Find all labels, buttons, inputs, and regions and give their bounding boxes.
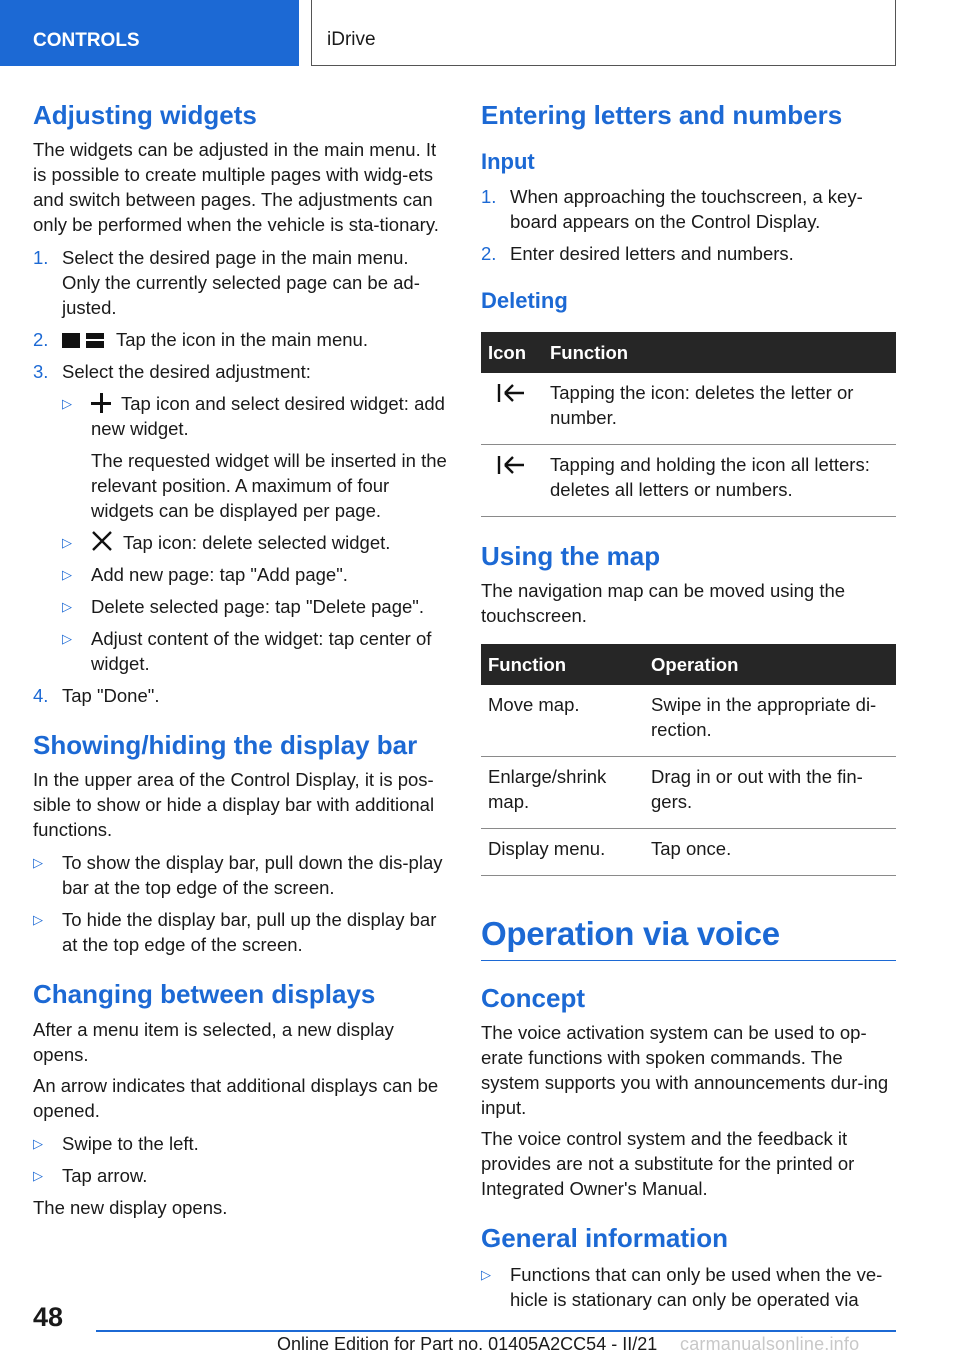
bullet-text: Functions that can only be used when the ve‐hicle is stationary can only be operated via	[510, 1264, 883, 1311]
bullet-text: To show the display bar, pull down the dis‐play bar at the top edge of the screen.	[62, 852, 443, 899]
heading-general-info: General information	[481, 1222, 729, 1253]
list-item	[481, 241, 896, 266]
delete-back-icon	[496, 454, 526, 476]
display-bar-bullets	[33, 850, 448, 957]
step-text: When approaching the touchscreen, a key‐board appears on the Control Display.	[510, 185, 863, 232]
step-number: 2.	[481, 242, 497, 264]
list-item	[62, 626, 448, 676]
bullet-triangle-icon: ▷	[33, 912, 43, 928]
page-header	[0, 0, 960, 66]
list-item	[33, 1163, 448, 1188]
bullet-triangle-icon: ▷	[62, 396, 72, 412]
step-text: Select the desired adjustment:	[62, 361, 311, 383]
heading-using-map: Using the map	[481, 540, 661, 571]
adjustment-options	[62, 391, 448, 676]
watermark-text: carmanualsonline.info	[680, 1334, 860, 1354]
bullet-text: To hide the display bar, pull up the display bar at the top edge of the screen.	[62, 909, 437, 956]
bullet-triangle-icon: ▷	[481, 1267, 491, 1283]
table-header-row	[481, 332, 896, 373]
table-row	[481, 757, 896, 829]
close-icon	[91, 530, 113, 552]
table-row	[481, 444, 896, 516]
bullet-triangle-icon: ▷	[33, 1135, 43, 1151]
input-steps	[481, 184, 896, 266]
table-cell	[481, 373, 543, 445]
option-note: The requested widget will be inserted in the relevant position. A maximum of four widgets can be displayed per page.	[91, 450, 447, 522]
table-cell: Tap once.	[644, 829, 896, 876]
heading-input: Input	[481, 149, 535, 175]
table-row	[481, 829, 896, 876]
list-item	[33, 245, 448, 320]
list-item	[62, 391, 448, 523]
table-row	[481, 373, 896, 445]
left-column	[33, 100, 448, 1220]
bullet-triangle-icon: ▷	[33, 855, 43, 871]
page-number: 48	[33, 1302, 64, 1332]
chapter-title: iDrive	[311, 0, 896, 66]
table-cell: Swipe in the appropriate di‐rection.	[644, 685, 896, 757]
concept-p1: The voice activation system can be used to op‐erate functions with spoken commands. The system supports you with announcements dur‐ing input.	[481, 1021, 889, 1118]
list-item	[33, 1131, 448, 1156]
list-item	[481, 1262, 896, 1312]
table-row	[481, 685, 896, 757]
plus-icon	[91, 393, 111, 413]
list-item	[62, 594, 448, 619]
list-item	[33, 850, 448, 900]
heading-deleting: Deleting	[481, 287, 568, 313]
step-number: 4.	[33, 685, 49, 707]
list-item	[62, 562, 448, 587]
step-text: Tap "Done".	[62, 685, 160, 707]
table-cell: Tapping and holding the icon all letters: deletes all letters or numbers.	[543, 444, 896, 516]
table-cell: Move map.	[481, 685, 644, 757]
table-cell: Tapping the icon: deletes the letter or number.	[543, 373, 896, 445]
bullet-triangle-icon: ▷	[62, 599, 72, 615]
general-bullets	[481, 1262, 896, 1312]
right-column	[481, 100, 896, 1319]
footer-divider	[96, 1330, 896, 1332]
heading-entering-letters: Entering letters and numbers	[481, 100, 843, 130]
footer-edition: Online Edition for Part no. 01405A2CC54 - II/21	[277, 1334, 658, 1354]
heading-changing-displays: Changing between displays	[33, 979, 376, 1010]
table-cell: Drag in or out with the fin‐gers.	[644, 757, 896, 829]
widgets-steps	[33, 245, 448, 708]
list-item	[481, 184, 896, 234]
concept-p2: The voice control system and the feedback it provides are not a substitute for the printed or Integrated Owner's Manual.	[481, 1127, 855, 1199]
changing-p2: An arrow indicates that additional displays can be opened.	[33, 1074, 439, 1121]
changing-p3: The new display opens.	[33, 1196, 228, 1218]
list-item	[33, 683, 448, 708]
map-intro: The navigation map can be moved using the touchscreen.	[481, 580, 846, 627]
display-bar-intro: In the upper area of the Control Display, it is pos‐sible to show or hide a display bar with additional functions.	[33, 769, 435, 841]
column-header: Icon	[481, 332, 543, 373]
step-text: Tap the icon in the main menu.	[116, 329, 368, 351]
column-header: Function	[481, 644, 644, 685]
step-text: Select the desired page in the main menu.	[62, 247, 409, 269]
list-item	[62, 530, 448, 555]
step-note: Only the currently selected page can be ad‐justed.	[62, 272, 420, 319]
bullet-text: Tap arrow.	[62, 1164, 148, 1186]
step-text: Enter desired letters and numbers.	[510, 242, 794, 264]
step-number: 1.	[33, 247, 49, 269]
heading-operation-voice: Operation via voice	[481, 914, 896, 961]
table-header-row	[481, 644, 896, 685]
table-cell	[481, 444, 543, 516]
widgets-intro: The widgets can be adjusted in the main menu. It is possible to create multiple pages with widg‐ets and switch between pages. The adjustments can only be performed when the vehicle is sta‐tionary.	[33, 139, 439, 236]
option-text: Tap icon and select desired widget: add new widget.	[91, 393, 445, 440]
bullet-triangle-icon: ▷	[62, 567, 72, 583]
option-text: Delete selected page: tap "Delete page".	[91, 596, 424, 618]
list-item	[33, 907, 448, 957]
bullet-triangle-icon: ▷	[62, 631, 72, 647]
heading-adjusting-widgets: Adjusting widgets	[33, 100, 257, 130]
changing-bullets	[33, 1131, 448, 1188]
column-header: Function	[543, 332, 896, 373]
option-text: Adjust content of the widget: tap center of widget.	[91, 628, 432, 675]
section-tab: CONTROLS	[0, 0, 299, 66]
option-text: Tap icon: delete selected widget.	[123, 532, 391, 554]
step-number: 2.	[33, 329, 49, 351]
pages-icon	[62, 331, 106, 349]
map-table	[481, 644, 896, 876]
option-text: Add new page: tap "Add page".	[91, 564, 348, 586]
changing-p1: After a menu item is selected, a new display opens.	[33, 1018, 394, 1065]
bullet-triangle-icon: ▷	[62, 535, 72, 551]
heading-concept: Concept	[481, 982, 585, 1013]
list-item	[33, 327, 448, 352]
step-number: 3.	[33, 361, 49, 383]
delete-table	[481, 332, 896, 517]
list-item	[33, 359, 448, 676]
bullet-text: Swipe to the left.	[62, 1132, 199, 1154]
step-number: 1.	[481, 185, 497, 207]
delete-back-icon	[496, 382, 526, 404]
bullet-triangle-icon: ▷	[33, 1167, 43, 1183]
table-cell: Display menu.	[481, 829, 644, 876]
table-cell: Enlarge/shrink map.	[481, 757, 644, 829]
column-header: Operation	[644, 644, 896, 685]
heading-display-bar: Showing/hiding the display bar	[33, 730, 418, 761]
